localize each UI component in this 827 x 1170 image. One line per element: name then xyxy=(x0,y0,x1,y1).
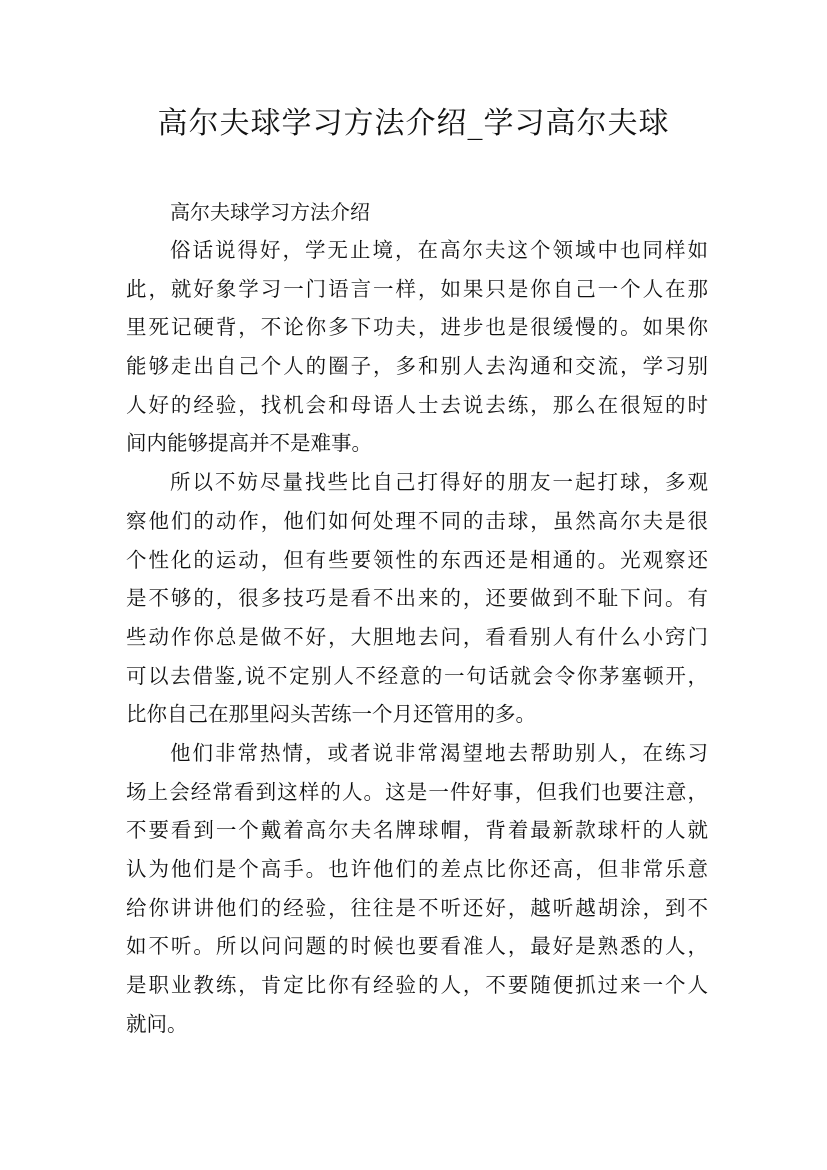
paragraph-line: 就问。 xyxy=(126,1011,188,1036)
paragraph-line: 给你讲讲他们的经验，往往是不听还好，越听越胡涂，到不 xyxy=(126,895,708,920)
paragraph-line: 是职业教练，肯定比你有经验的人，不要随便抓过来一个人 xyxy=(126,973,708,998)
paragraph-line: 察他们的动作，他们如何处理不同的击球，虽然高尔夫是很 xyxy=(126,508,708,533)
paragraph-line: 认为他们是个高手。也许他们的差点比你还高，但非常乐意 xyxy=(126,857,708,881)
paragraph-line: 所以不妨尽量找些比自己打得好的朋友一起打球，多观 xyxy=(170,470,708,495)
paragraph-line: 他们非常热情，或者说非常渴望地去帮助别人，在练习 xyxy=(170,740,708,765)
section-heading: 高尔夫球学习方法介绍 xyxy=(170,200,370,224)
paragraph-2 xyxy=(126,463,708,734)
paragraph-line: 不要看到一个戴着高尔夫名牌球帽，背着最新款球杆的人就 xyxy=(126,818,708,843)
paragraph-1 xyxy=(126,231,708,463)
paragraph-line: 是不够的，很多技巧是看不出来的，还要做到不耻下问。有 xyxy=(126,586,708,611)
paragraph-3 xyxy=(126,734,708,1044)
paragraph-line: 俗话说得好，学无止境，在高尔夫这个领域中也同样如 xyxy=(170,238,708,262)
paragraph-line: 此，就好象学习一门语言一样，如果只是你自己一个人在那 xyxy=(126,276,708,301)
paragraph-line: 些动作你总是做不好，大胆地去问，看看别人有什么小窍门 xyxy=(126,624,708,649)
paragraph-line: 里死记硬背，不论你多下功夫，进步也是很缓慢的。如果你 xyxy=(126,315,708,340)
article-body xyxy=(126,193,708,1043)
paragraph-line: 如不听。所以问问题的时候也要看准人，最好是熟悉的人， xyxy=(126,934,708,959)
paragraph-line: 可以去借鉴,说不定别人不经意的一句话就会令你茅塞顿开， xyxy=(126,663,708,688)
paragraph-line: 场上会经常看到这样的人。这是一件好事，但我们也要注意， xyxy=(126,779,708,804)
paragraph-line: 能够走出自己个人的圈子，多和别人去沟通和交流，学习别 xyxy=(126,354,708,379)
paragraph-line: 比你自己在那里闷头苦练一个月还管用的多。 xyxy=(126,702,536,727)
paragraph-line: 间内能够提高并不是难事。 xyxy=(126,431,372,456)
page-title: 高尔夫球学习方法介绍_学习高尔夫球 xyxy=(157,106,670,141)
paragraph-line: 个性化的运动，但有些要领性的东西还是相通的。光观察还 xyxy=(126,547,708,572)
paragraph-line: 人好的经验，找机会和母语人士去说去练，那么在很短的时 xyxy=(126,392,708,417)
